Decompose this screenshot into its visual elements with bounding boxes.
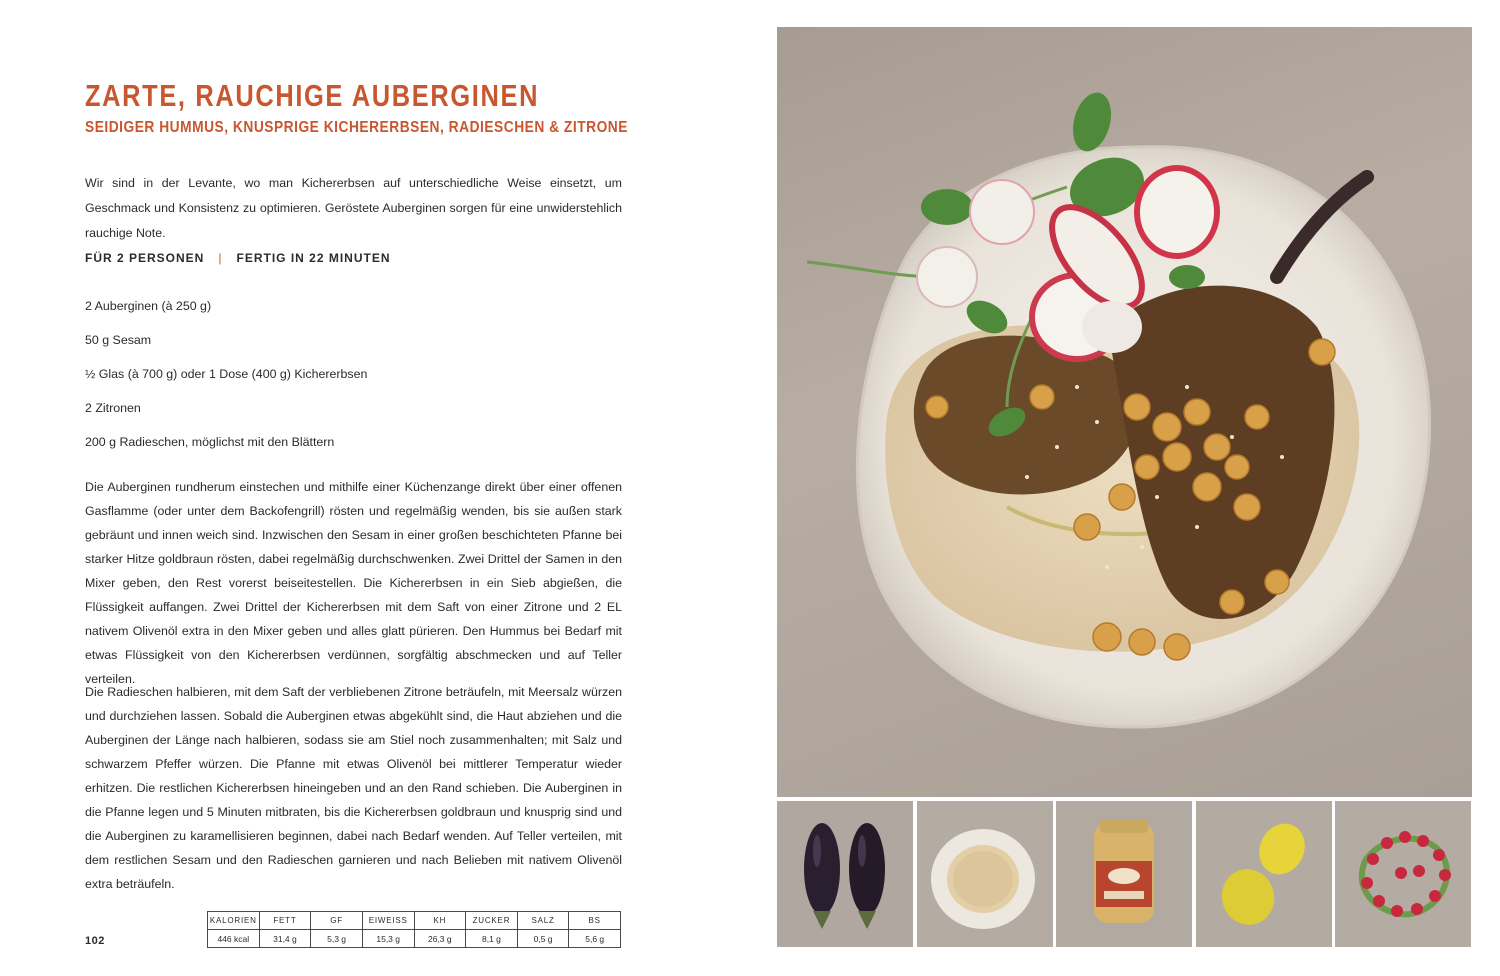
radishes-photo <box>1335 801 1471 947</box>
nutrition-header: BS <box>569 912 621 930</box>
nutrition-header: EIWEISS <box>362 912 414 930</box>
ingredient-item: ½ Glas (à 700 g) oder 1 Dose (400 g) Kichererbsen <box>85 367 368 381</box>
meta-separator: | <box>218 251 223 265</box>
hero-photo <box>777 27 1472 797</box>
thumbnail-chickpeas-jar <box>1056 801 1192 947</box>
nutrition-value: 5,6 g <box>569 930 621 948</box>
ingredient-list <box>85 296 622 466</box>
eggplant-photo <box>777 801 913 947</box>
nutrition-value: 5,3 g <box>311 930 363 948</box>
servings-label: FÜR 2 PERSONEN <box>85 251 205 265</box>
recipe-meta <box>85 250 391 266</box>
ingredient-item: 2 Zitronen <box>85 401 141 415</box>
thumbnail-lemons <box>1196 801 1332 947</box>
nutrition-value: 15,3 g <box>362 930 414 948</box>
lemons-photo <box>1196 801 1332 947</box>
nutrition-header: FETT <box>259 912 311 930</box>
plated-dish-illustration <box>777 27 1472 797</box>
nutrition-value-row <box>208 930 621 948</box>
method-paragraph-1: Die Auberginen rundherum einstechen und mithilfe einer Küchenzange direkt über einer offenen Gasflamme (oder unter dem Backofengrill) rösten und regelmäßig wenden, bis sie außen stark gebräunt und innen weich sind. Inzwischen den Sesam in einer großen beschichteten Pfanne bei starker Hitze goldbraun rösten, dabei regelmäßig durchschwenken. Zwei Drittel der Samen in den Mixer geben, den Rest vorerst beiseitestellen. Die Kichererbsen in ein Sieb abgießen, die Flüssigkeit auffangen. Zwei Drittel der Kichererbsen mit dem Saft von einer Zitrone und 2 EL nativem Olivenöl extra in den Mixer geben und alles glatt pürieren. Den Hummus bei Bedarf mit etwas Flüssigkeit von den Kichererbsen verdünnen, sorgfältig abschmecken und auf Teller verteilen. <box>85 480 622 686</box>
nutrition-header: KH <box>414 912 466 930</box>
recipe-intro: Wir sind in der Levante, wo man Kichererbsen auf unterschiedliche Weise einsetzt, um Geschmack und Konsistenz zu optimieren. Geröstete Auberginen sorgen für eine unwiderstehlich rauchige Note. <box>85 176 622 240</box>
method-paragraph-2: Die Radieschen halbieren, mit dem Saft der verbliebenen Zitrone beträufeln, mit Meersalz würzen und durchziehen lassen. Sobald die Auberginen etwas abgekühlt sind, die Haut abziehen und die Auberginen der Länge nach halbieren, sodass sie am Stiel noch zusammenhalten; mit Salz und schwarzem Pfeffer würzen. Die Pfanne mit etwas Olivenöl bei mittlerer Temperatur wieder erhitzen. Die restlichen Kichererbsen hineingeben und an den Rand schieben. Die Auberginen in die Pfanne legen und 5 Minuten mitbraten, bis die Kichererbsen goldbraun und knusprig sind und die Auberginen zu karamellisieren beginnen, dabei nach Bedarf wenden. Auf Teller verteilen, mit dem restlichen Sesam und den Radieschen garnieren und nach Belieben mit nativem Olivenöl extra beträufeln. <box>85 685 622 891</box>
nutrition-value: 26,3 g <box>414 930 466 948</box>
thumbnail-eggplants <box>777 801 913 947</box>
nutrition-value: 0,5 g <box>517 930 569 948</box>
sesame-photo <box>917 801 1053 947</box>
thumbnail-sesame <box>917 801 1053 947</box>
ingredient-item: 200 g Radieschen, möglichst mit den Blättern <box>85 435 335 449</box>
nutrition-value: 446 kcal <box>208 930 260 948</box>
nutrition-header: SALZ <box>517 912 569 930</box>
nutrition-value: 8,1 g <box>466 930 518 948</box>
ingredient-item: 2 Auberginen (à 250 g) <box>85 299 212 313</box>
nutrition-header: KALORIEN <box>208 912 260 930</box>
chickpea-jar-photo <box>1056 801 1192 947</box>
nutrition-header: ZUCKER <box>466 912 518 930</box>
nutrition-table <box>207 911 621 948</box>
ingredient-item: 50 g Sesam <box>85 333 152 347</box>
nutrition-value: 31,4 g <box>259 930 311 948</box>
thumbnail-radishes <box>1335 801 1471 947</box>
recipe-subtitle: SEIDIGER HUMMUS, KNUSPRIGE KICHERERBSEN, RADIESCHEN & ZITRONE <box>85 119 628 136</box>
page-number: 102 <box>85 935 105 947</box>
nutrition-header-row <box>208 912 621 930</box>
nutrition-header: GF <box>311 912 363 930</box>
time-label: FERTIG IN 22 MINUTEN <box>236 251 391 265</box>
recipe-title: ZARTE, RAUCHIGE AUBERGINEN <box>85 78 540 113</box>
